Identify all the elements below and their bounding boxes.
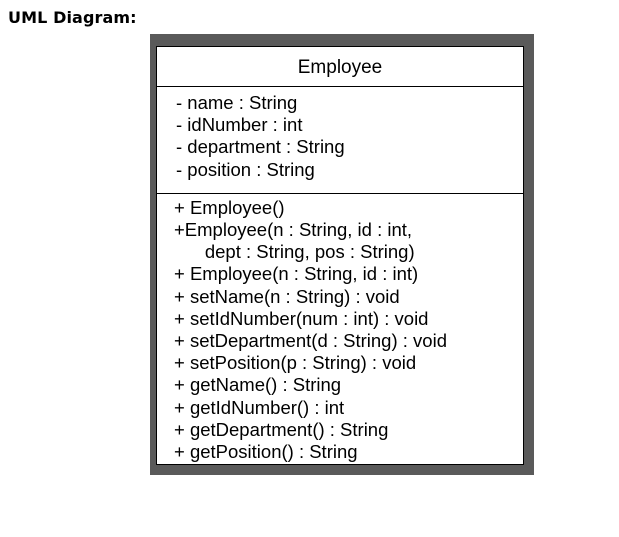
method-get-department: + getDepartment() : String <box>174 418 389 440</box>
method-get-position: + getPosition() : String <box>174 441 358 463</box>
method-set-position: + setPosition(p : String) : void <box>174 352 417 374</box>
method-get-name: + getName() : String <box>174 374 342 396</box>
uml-diagram-frame <box>150 34 534 475</box>
method-set-name: + setName(n : String) : void <box>174 285 400 307</box>
method-employee-default: + Employee() <box>174 196 285 218</box>
attributes-compartment <box>157 87 523 194</box>
attribute-position: - position : String <box>176 158 315 180</box>
uml-class-box <box>156 46 524 465</box>
class-name: Employee <box>157 47 523 87</box>
method-employee-full-line1: +Employee(n : String, id : int, <box>174 219 413 241</box>
method-employee-partial: + Employee(n : String, id : int) <box>174 263 419 285</box>
method-set-department: + setDepartment(d : String) : void <box>174 330 447 352</box>
diagram-heading: UML Diagram: <box>8 8 137 27</box>
attribute-name: - name : String <box>176 92 298 113</box>
methods-compartment <box>157 194 523 463</box>
attribute-idnumber: - idNumber : int <box>176 114 303 136</box>
attribute-department: - department : String <box>176 136 345 158</box>
method-get-idnumber: + getIdNumber() : int <box>174 396 345 418</box>
method-set-idnumber: + setIdNumber(num : int) : void <box>174 307 429 329</box>
method-employee-full-line2: dept : String, pos : String) <box>174 241 415 263</box>
